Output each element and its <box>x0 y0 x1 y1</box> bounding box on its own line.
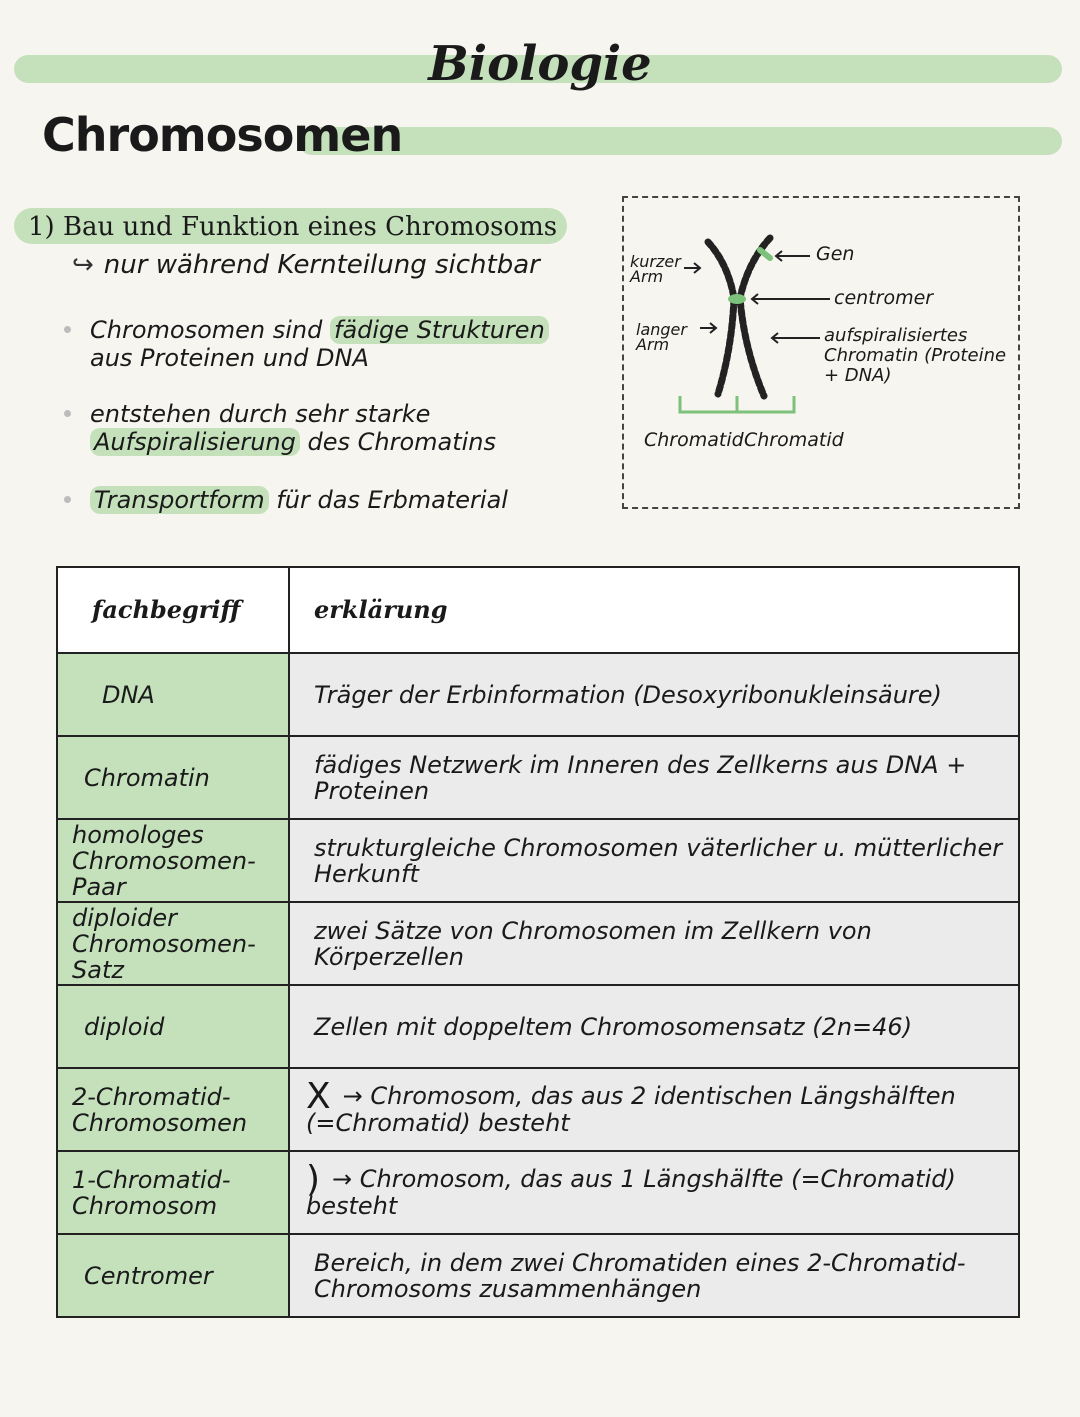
one-chromatid-symbol-icon: ) <box>306 1159 321 1200</box>
label-chromatid-right: Chromatid <box>744 429 844 451</box>
table-header-row <box>57 567 1019 653</box>
centromere-icon <box>728 294 746 304</box>
table-cell-term: DNA <box>57 653 289 736</box>
table-cell-term: diploider Chromosomen-Satz <box>57 902 289 985</box>
arrow-chromatin-icon <box>772 333 820 343</box>
label-long-arm: langer Arm <box>636 320 687 354</box>
label-gene: Gen <box>816 243 855 265</box>
label-short-arm: kurzer Arm <box>630 252 681 286</box>
bullet-text-post: aus Proteinen und DNA <box>90 344 369 372</box>
table-cell-explanation: strukturgleiche Chromosomen väterlicher u. mütterlicher Herkunft <box>289 819 1019 902</box>
label-centromere: centromer <box>834 287 934 309</box>
bullet-text-pre: entstehen durch sehr starke <box>90 400 431 428</box>
bullet-spiral <box>64 400 604 456</box>
table-row <box>57 1068 1019 1151</box>
bullet-dot-icon <box>64 410 71 417</box>
bullet-highlight: Transportform <box>90 486 269 514</box>
arrow-centromere-icon <box>752 294 830 304</box>
bullet-dot-icon <box>64 326 71 333</box>
table-cell-term: Chromatin <box>57 736 289 819</box>
chromosome-diagram <box>622 196 1020 509</box>
label-chromatid-left: Chromatid <box>644 429 744 451</box>
bullet-structures <box>64 316 564 372</box>
table-row <box>57 1151 1019 1234</box>
section-heading: 1) Bau und Funktion eines Chromosoms <box>14 208 567 244</box>
table-row <box>57 1234 1019 1317</box>
table-row <box>57 819 1019 902</box>
note-visibility <box>72 250 540 280</box>
table-cell-explanation <box>289 1151 1019 1234</box>
note-visibility-text: nur während Kernteilung sichtbar <box>103 250 540 280</box>
arrow-gene-icon <box>776 251 810 261</box>
two-chromatid-symbol-icon: X <box>306 1076 331 1117</box>
table-header-term: fachbegriff <box>57 567 289 653</box>
bullet-transport <box>64 486 584 514</box>
table-cell-explanation: Träger der Erbinformation (Desoxyribonukleinsäure) <box>289 653 1019 736</box>
table-cell-explanation-text: → Chromosom, das aus 2 identischen Längshälften (=Chromatid) besteht <box>306 1082 956 1137</box>
curly-arrow-icon: ↪ <box>72 250 94 280</box>
bullet-text-post: für das Erbmaterial <box>268 486 508 514</box>
table-cell-term: 1-Chromatid-Chromosom <box>57 1151 289 1234</box>
chromatid-bracket-icon <box>680 396 794 412</box>
table-cell-term: Centromer <box>57 1234 289 1317</box>
bullet-highlight: fädige Strukturen <box>330 316 549 344</box>
arrow-short-arm-icon <box>684 263 700 273</box>
chromatid-left-icon <box>708 242 734 394</box>
table-cell-explanation: fädiges Netzwerk im Inneren des Zellkerns aus DNA + Proteinen <box>289 736 1019 819</box>
table-row <box>57 985 1019 1068</box>
bullet-highlight: Aufspiralisierung <box>90 428 300 456</box>
table-cell-term: 2-Chromatid-Chromosomen <box>57 1068 289 1151</box>
table-cell-term: diploid <box>57 985 289 1068</box>
table-cell-explanation-text: → Chromosom, das aus 1 Längshälfte (=Chromatid) besteht <box>306 1165 956 1220</box>
subject-title: Biologie <box>428 36 652 92</box>
table-header-explanation: erklärung <box>289 567 1019 653</box>
arrow-long-arm-icon <box>700 323 716 333</box>
chromatid-right-icon <box>740 238 770 396</box>
label-chromatin: aufspiralisiertes Chromatin (Proteine + DNA) <box>824 325 1007 386</box>
bullet-text-pre: Chromosomen sind <box>90 316 330 344</box>
bullet-text-post: des Chromatins <box>299 428 497 456</box>
table-row <box>57 902 1019 985</box>
gene-band-icon <box>760 250 770 258</box>
table-row <box>57 653 1019 736</box>
table-row <box>57 736 1019 819</box>
terms-table <box>56 566 1020 1318</box>
bullet-dot-icon <box>64 496 71 503</box>
page-title: Chromosomen <box>42 108 403 162</box>
table-cell-term: homologes Chromosomen-Paar <box>57 819 289 902</box>
table-cell-explanation <box>289 1068 1019 1151</box>
table-cell-explanation: Zellen mit doppeltem Chromosomensatz (2n=46) <box>289 985 1019 1068</box>
table-cell-explanation: Bereich, in dem zwei Chromatiden eines 2-Chromatid-Chromosoms zusammenhängen <box>289 1234 1019 1317</box>
table-cell-explanation: zwei Sätze von Chromosomen im Zellkern von Körperzellen <box>289 902 1019 985</box>
header-highlight-bar-title <box>298 127 1062 155</box>
